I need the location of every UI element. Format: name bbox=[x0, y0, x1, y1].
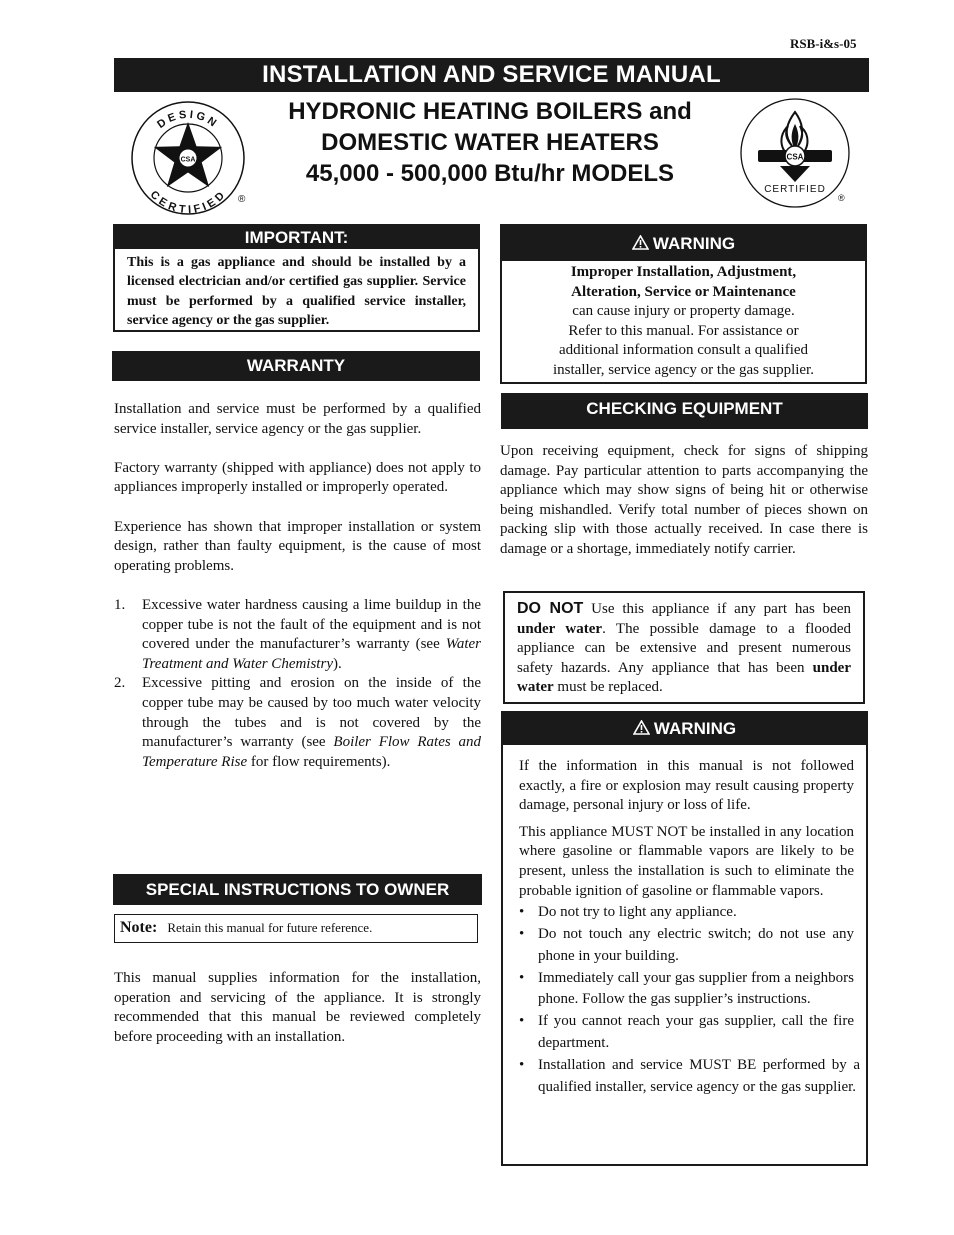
warning-bullet: • Installation and service MUST BE performed by a qualified installer, service agency or the gas supplier. bbox=[519, 1055, 860, 1099]
warning-triangle-icon bbox=[632, 235, 649, 250]
important-text: This is a gas appliance and should be installed by a licensed electrician and/or certified gas supplier. Service must be performed by a qualified service installer, service agency or the gas supplier. bbox=[127, 255, 466, 328]
warning-title: WARNING bbox=[652, 234, 736, 253]
warning-box-1 bbox=[500, 224, 867, 384]
warning-heading-1 bbox=[502, 226, 865, 261]
special-instructions-heading: SPECIAL INSTRUCTIONS TO OWNER bbox=[113, 874, 482, 905]
warning-box-2 bbox=[501, 711, 868, 1166]
right-logo-caption: CERTIFIED bbox=[764, 184, 826, 195]
special-instructions-body: This manual supplies information for the installation, operation and servicing of the appliance. It is strongly recommended that this manual be reviewed completely before proceeding with an installation. bbox=[114, 970, 481, 1045]
warning-line: can cause injury or property damage. bbox=[572, 303, 795, 320]
left-logo-csa: CSA bbox=[180, 156, 196, 164]
warning-bullet: • Immediately call your gas supplier from a neighbors phone. Follow the gas supplier’s instructions. bbox=[519, 968, 854, 1012]
warning-line: installer, service agency or the gas supplier. bbox=[553, 361, 814, 378]
warning-triangle-icon bbox=[633, 720, 650, 735]
warning-bullet: • Do not touch any electric switch; do not use any phone in your building. bbox=[519, 924, 854, 968]
headline-line-1: HYDRONIC HEATING BOILERS and bbox=[288, 98, 692, 125]
csa-certified-logo bbox=[738, 98, 856, 208]
warning-title: WARNING bbox=[653, 719, 737, 738]
do-not-text: must be replaced. bbox=[553, 679, 663, 696]
headline-line-3: 45,000 - 500,000 Btu/hr MODELS bbox=[305, 160, 675, 187]
note-text: Retain this manual for future reference. bbox=[167, 920, 373, 935]
bullet-text: Do not touch any electric switch; do not use any phone in your building. bbox=[538, 925, 854, 964]
warning-bullet: • If you cannot reach your gas supplier, call the fire department. bbox=[519, 1011, 854, 1055]
warranty-section bbox=[114, 400, 481, 772]
warranty-paragraph-3: Experience has shown that improper installation or system design, rather than faulty equipment, is the cause of most operating problems. bbox=[114, 518, 481, 574]
do-not-emphasis: under water bbox=[517, 659, 851, 696]
left-logo-top-text: DESIGN bbox=[155, 108, 221, 131]
document-id: RSB-i&s-05 bbox=[790, 36, 857, 51]
cross-reference: Water Treatment and Water Chemistry bbox=[142, 636, 481, 672]
note-box bbox=[114, 914, 478, 943]
bullet-text: Immediately call your gas supplier from a neighbors phone. Follow the gas supplier’s instructions. bbox=[538, 969, 854, 1008]
right-logo-csa: CSA bbox=[786, 152, 804, 162]
warning-line: Refer to this manual. For assistance or bbox=[568, 322, 799, 339]
warning-line: additional information consult a qualified bbox=[558, 342, 809, 359]
warranty-heading: WARRANTY bbox=[112, 351, 480, 381]
manual-title: INSTALLATION AND SERVICE MANUAL bbox=[114, 58, 869, 92]
do-not-lead: DO NOT bbox=[517, 600, 584, 617]
do-not-emphasis: under water bbox=[517, 620, 603, 637]
bullet-text: Do not try to light any appliance. bbox=[538, 904, 737, 921]
right-logo-registered-mark: ® bbox=[838, 193, 845, 203]
checking-equipment-heading: CHECKING EQUIPMENT bbox=[501, 393, 868, 429]
do-not-text: Use this appliance if any part has been bbox=[583, 601, 852, 617]
warning-paragraph-1: If the information in this manual is not followed exactly, a fire or explosion may result causing property damage, personal injury or loss of life. bbox=[519, 758, 854, 814]
warranty-paragraph-2: Factory warranty (shipped with appliance) does not apply to appliances improperly installed or improperly operated. bbox=[114, 459, 481, 496]
do-not-text: . The possible damage to a flooded appliance can be extensive and present numerous safety hazards. Any appliance that has been bbox=[517, 620, 851, 676]
left-logo-bottom-text: CERTIFIED bbox=[147, 188, 229, 216]
list-text-end: for flow requirements). bbox=[247, 753, 391, 770]
warning-paragraph-2: This appliance MUST NOT be installed in any location where gasoline or flammable vapors are likely to be present, unless the installation is such to eliminate the probable ignition of gasoline or flammable vapors. bbox=[519, 823, 854, 899]
warranty-paragraph-1: Installation and service must be performed by a qualified service installer, service agency or the gas supplier. bbox=[114, 401, 481, 437]
svg-text:CERTIFIED bbox=[147, 189, 228, 216]
warranty-list-item bbox=[114, 674, 481, 772]
warning-heading-2 bbox=[503, 713, 866, 745]
list-number: 2. bbox=[114, 675, 126, 692]
list-text: Excessive water hardness causing a lime buildup in the copper tube is not the fault of the equipment and is not covered under the manufacturer’s warranty (see bbox=[142, 596, 481, 653]
do-not-box bbox=[503, 591, 865, 704]
design-certified-logo bbox=[128, 98, 250, 216]
warning-bullet: • Do not try to light any appliance. bbox=[519, 902, 854, 924]
list-text: Excessive pitting and erosion on the inside of the copper tube may be caused by too much water velocity through the tubes and is not covered by the manufacturer’s warranty (see bbox=[142, 675, 481, 751]
list-number: 1. bbox=[114, 596, 126, 613]
bullet-text: Installation and service MUST BE performed by a qualified installer, service agency or the gas supplier. bbox=[538, 1056, 860, 1095]
list-text-end: ). bbox=[332, 655, 342, 672]
warning-bold-line-1: Improper Installation, Adjustment, bbox=[570, 264, 797, 280]
checking-equipment-text: Upon receiving equipment, check for signs of shipping damage. Pay particular attention to parts accompanying the appliance which may show signs of being hit or otherwise being mishandled. Verify total number of pieces shown on packing slip with those actually received. In case there is damage or a shortage, immediately notify carrier. bbox=[500, 443, 868, 557]
warning-bold-line-2: Alteration, Service or Maintenance bbox=[571, 283, 796, 300]
bullet-text: If you cannot reach your gas supplier, call the fire department. bbox=[538, 1013, 854, 1051]
important-heading: IMPORTANT: bbox=[115, 226, 478, 249]
left-logo-registered-mark: ® bbox=[238, 194, 246, 205]
important-box bbox=[113, 224, 480, 332]
note-label: Note: bbox=[120, 919, 158, 936]
cross-reference: Boiler Flow Rates and Temperature Rise bbox=[142, 734, 481, 770]
headline-line-2: DOMESTIC WATER HEATERS bbox=[321, 129, 659, 156]
warranty-list-item bbox=[114, 596, 481, 674]
